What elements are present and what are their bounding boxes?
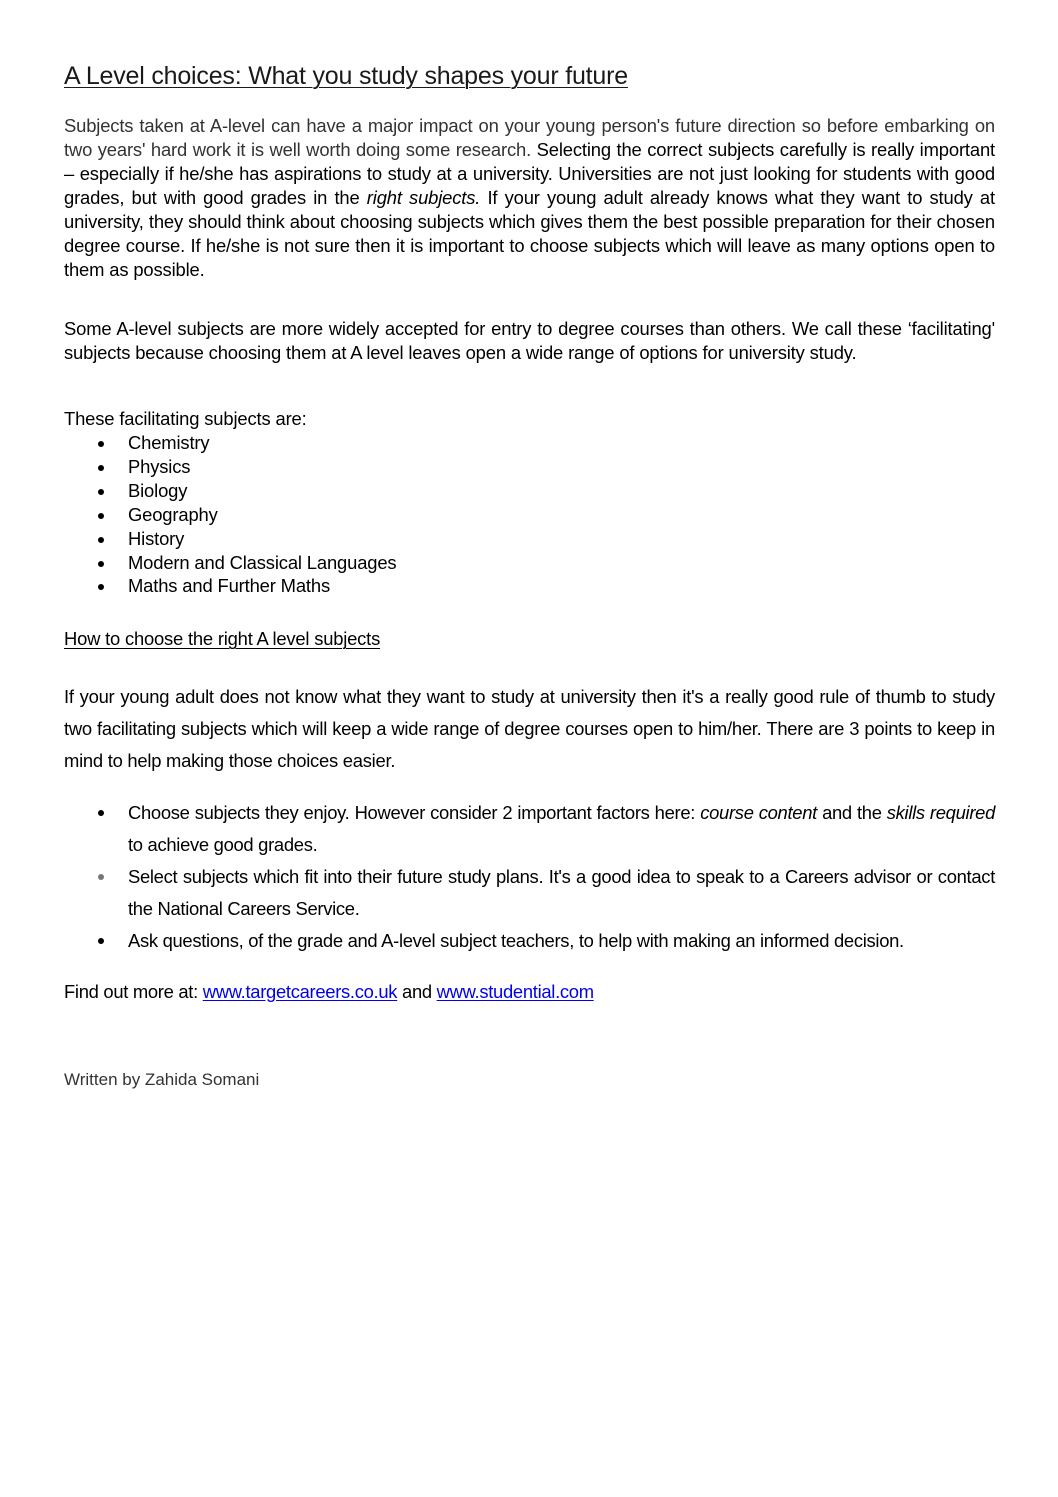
author-byline: Written by Zahida Somani	[64, 1070, 260, 1089]
intro-opening-sentence: Subjects taken at A-level can have a major impact on your young person's future direction so before embarking on two years' hard work it is well worth doing some research.	[64, 115, 995, 160]
list-item-label: Modern and Classical Languages	[128, 551, 397, 573]
bullet-icon	[98, 874, 104, 880]
intro-text: Selecting the correct subjects carefully is really important – especially if he/she has aspirations to study at a university. Universities are not just looking for students with good grades, but with good grades in the	[64, 139, 995, 208]
list-item-label: Geography	[128, 503, 218, 525]
tip-item	[64, 861, 995, 925]
find-more-label: Find out more at:	[64, 981, 203, 1002]
tip-text: Ask questions, of the grade and A-level subject teachers, to help with making an informed decision.	[128, 930, 904, 951]
list-item	[64, 503, 396, 527]
list-item-label: Maths and Further Maths	[128, 575, 330, 597]
list-item	[64, 431, 396, 455]
bullet-icon	[98, 537, 104, 543]
tip-text: Select subjects which fit into their future study plans. It's a good idea to speak to a Careers advisor or contact the National Careers Service.	[128, 866, 995, 919]
section-subheading: How to choose the right A level subjects	[64, 628, 381, 649]
intro-text-continued: If your young adult already knows what they want to study at university, they should think about choosing subjects which gives them the best possible preparation for their chosen degree course. If he/she is not sure then it is important to choose subjects which will leave as many options open to them as possible.	[64, 187, 995, 280]
bullet-icon	[98, 561, 104, 567]
list-item	[64, 574, 396, 598]
facilitating-subjects-list	[64, 431, 396, 598]
targetcareers-link[interactable]: www.targetcareers.co.uk	[202, 981, 398, 1002]
tip-emphasis: skills required	[886, 802, 995, 823]
tip-text: and the	[816, 802, 887, 823]
bullet-icon	[98, 810, 104, 816]
list-item	[64, 527, 396, 551]
find-more-joiner: and	[397, 981, 437, 1002]
list-item	[64, 455, 396, 479]
tip-item	[64, 925, 995, 957]
document-title: A Level choices: What you study shapes your future	[64, 62, 628, 90]
bullet-icon	[98, 584, 104, 590]
advice-paragraph: If your young adult does not know what they want to study at university then it's a really good rule of thumb to study two facilitating subjects which will keep a wide range of degree courses open to him/her. There are 3 points to keep in mind to help making those choices easier.	[64, 686, 995, 771]
bullet-icon	[98, 489, 104, 495]
tip-text: Choose subjects they enjoy. However consider 2 important factors here:	[128, 802, 701, 823]
find-more-line	[64, 980, 594, 1004]
tip-text: to achieve good grades.	[128, 834, 318, 855]
intro-emphasis: right subjects.	[366, 187, 481, 208]
list-item-label: Physics	[128, 455, 191, 477]
list-item-label: Chemistry	[128, 432, 210, 453]
list-item-label: History	[128, 527, 185, 549]
bullet-icon	[98, 465, 104, 471]
tip-item	[64, 797, 995, 861]
bullet-icon	[98, 513, 104, 519]
list-item-label: Biology	[128, 479, 188, 501]
list-item	[64, 551, 396, 575]
facilitating-paragraph: Some A-level subjects are more widely accepted for entry to degree courses than others. We call these ‘facilitating' subjects because choosing them at A level leaves open a wide range of options for university study.	[64, 318, 995, 363]
facilitating-intro: These facilitating subjects are:	[64, 408, 307, 429]
studential-link[interactable]: www.studential.com	[436, 981, 594, 1002]
tips-list	[64, 797, 995, 957]
intro-paragraph	[64, 114, 995, 282]
bullet-icon	[98, 938, 104, 944]
bullet-icon	[98, 441, 104, 447]
tip-emphasis: course content	[700, 802, 817, 823]
list-item	[64, 479, 396, 503]
